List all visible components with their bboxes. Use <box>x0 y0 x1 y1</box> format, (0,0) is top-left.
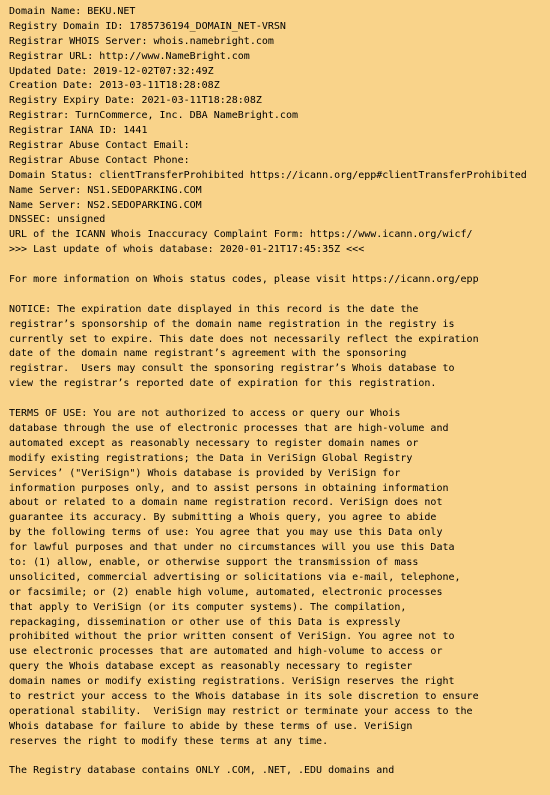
whois-line: database through the use of electronic processes that are high-volume and <box>9 422 449 434</box>
whois-line: domain names or modify existing registrations. VeriSign reserves the right <box>9 676 455 688</box>
whois-line: or facsimile; or (2) enable high volume, automated, electronic processes <box>9 586 443 598</box>
whois-line <box>9 392 527 407</box>
whois-line: information purposes only, and to assist persons in obtaining information <box>9 482 449 494</box>
whois-line: The Registry database contains ONLY .COM, .NET, .EDU domains and <box>9 765 395 777</box>
whois-line: Services’ ("VeriSign") Whois database is provided by VeriSign for <box>9 467 401 479</box>
whois-line: prohibited without the prior written consent of VeriSign. You agree not to <box>9 631 455 643</box>
whois-line: registrar. Users may consult the sponsoring registrar’s Whois database to <box>9 363 455 375</box>
whois-line: Registrar IANA ID: 1441 <box>9 125 148 137</box>
whois-line: registrar’s sponsorship of the domain name registration in the registry is <box>9 318 455 330</box>
whois-line: unsolicited, commercial advertising or solicitations via e-mail, telephone, <box>9 571 461 583</box>
whois-line: that apply to VeriSign (or its computer systems). The compilation, <box>9 601 407 613</box>
whois-line <box>9 288 527 303</box>
whois-line: to: (1) allow, enable, or otherwise support the transmission of mass <box>9 556 419 568</box>
whois-line: Updated Date: 2019-12-02T07:32:49Z <box>9 65 214 77</box>
whois-line: Whois database for failure to abide by these terms of use. VeriSign <box>9 720 413 732</box>
whois-line: about or related to a domain name registration record. VeriSign does not <box>9 497 443 509</box>
whois-line: For more information on Whois status codes, please visit https://icann.org/epp <box>9 274 479 286</box>
whois-line: modify existing registrations; the Data in VeriSign Global Registry <box>9 452 413 464</box>
whois-line: automated except as reasonably necessary to register domain names or <box>9 437 419 449</box>
whois-line: Name Server: NS2.SEDOPARKING.COM <box>9 199 202 211</box>
whois-line: Registrar Abuse Contact Phone: <box>9 154 190 166</box>
whois-record-text <box>9 5 527 779</box>
whois-line: Creation Date: 2013-03-11T18:28:08Z <box>9 80 220 92</box>
whois-line: >>> Last update of whois database: 2020-01-21T17:45:35Z <<< <box>9 244 365 256</box>
whois-line: to restrict your access to the Whois database in its sole discretion to ensure <box>9 690 479 702</box>
whois-line: use electronic processes that are automated and high-volume to access or <box>9 646 443 658</box>
whois-line: Registry Domain ID: 1785736194_DOMAIN_NET-VRSN <box>9 20 286 32</box>
whois-line: operational stability. VeriSign may restrict or terminate your access to the <box>9 705 473 717</box>
whois-line: Name Server: NS1.SEDOPARKING.COM <box>9 184 202 196</box>
whois-line: Registrar Abuse Contact Email: <box>9 140 190 152</box>
whois-line: date of the domain name registrant’s agreement with the sponsoring <box>9 348 407 360</box>
whois-line: URL of the ICANN Whois Inaccuracy Complaint Form: https://www.icann.org/wicf/ <box>9 229 473 241</box>
whois-line: repackaging, dissemination or other use of this Data is expressly <box>9 616 401 628</box>
whois-line: TERMS OF USE: You are not authorized to access or query our Whois <box>9 408 401 420</box>
whois-line: DNSSEC: unsigned <box>9 214 106 226</box>
whois-line: view the registrar’s reported date of expiration for this registration. <box>9 378 437 390</box>
whois-line: guarantee its accuracy. By submitting a Whois query, you agree to abide <box>9 512 437 524</box>
whois-line: Registrar: TurnCommerce, Inc. DBA NameBright.com <box>9 110 298 122</box>
whois-line: Registrar WHOIS Server: whois.namebright.com <box>9 35 274 47</box>
whois-line: by the following terms of use: You agree that you may use this Data only <box>9 527 443 539</box>
whois-line <box>9 258 527 273</box>
whois-line: NOTICE: The expiration date displayed in this record is the date the <box>9 303 419 315</box>
whois-line: Registry Expiry Date: 2021-03-11T18:28:08Z <box>9 95 262 107</box>
whois-line: query the Whois database except as reasonably necessary to register <box>9 661 413 673</box>
whois-line: currently set to expire. This date does not necessarily reflect the expiration <box>9 333 479 345</box>
whois-line: Domain Name: BEKU.NET <box>9 6 136 17</box>
whois-line: Registrar URL: http://www.NameBright.com <box>9 50 250 62</box>
whois-line: reserves the right to modify these terms at any time. <box>9 735 329 747</box>
whois-line: for lawful purposes and that under no circumstances will you use this Data <box>9 542 455 554</box>
whois-line <box>9 750 527 765</box>
whois-line: Domain Status: clientTransferProhibited https://icann.org/epp#clientTransferProhibited <box>9 169 527 181</box>
